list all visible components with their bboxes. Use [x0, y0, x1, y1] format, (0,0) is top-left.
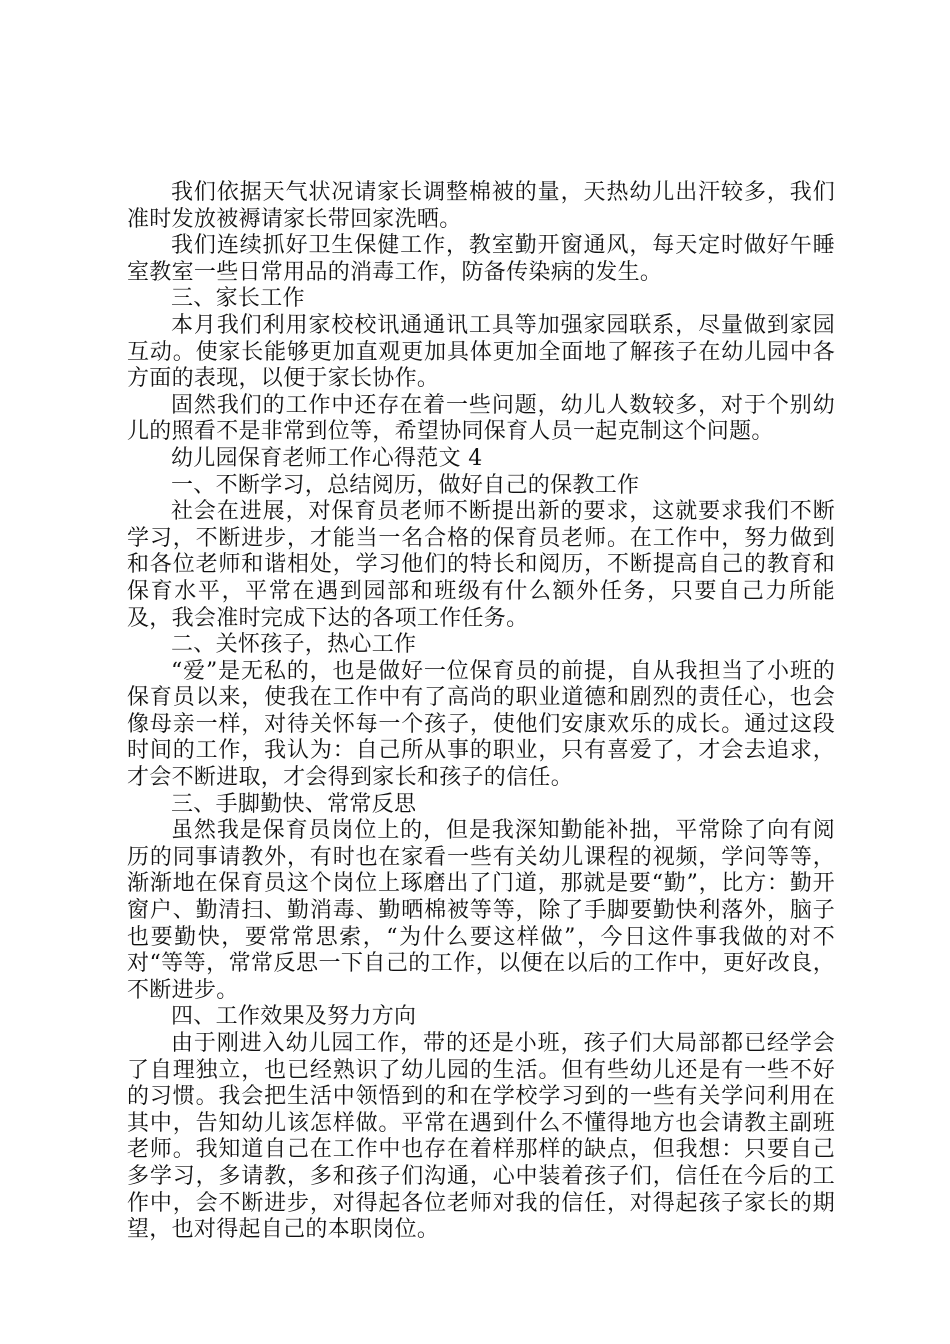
- paragraph: 我们依据天气状况请家长调整棉被的量，天热幼儿出汗较多，我们准时发放被褥请家长带回家洗晒。: [127, 180, 835, 232]
- document-body: [127, 180, 835, 1244]
- section-heading: 一、不断学习，总结阅历，做好自己的保教工作: [171, 472, 640, 498]
- paragraph: 由于刚进入幼儿园工作，带的还是小班，孩子们大局部都已经学会了自理独立，也已经熟识了幼儿园的生活。但有些幼儿还是有一些不好的习惯。我会把生活中领悟到的和在学校学习到的一些有关学问利用在其中，告知幼儿该怎样做。平常在遇到什么不懂得地方也会请教主副班老师。我知道自己在工作中也存在着样那样的缺点，但我想：只要自己多学习，多请教，多和孩子们沟通，心中装着孩子们，信任在今后的工作中，会不断进步，对得起各位老师对我的信任，对得起孩子家长的期望，也对得起自己的本职岗位。: [127, 1031, 835, 1243]
- paragraph: 虽然我是保育员岗位上的，但是我深知勤能补拙，平常除了向有阅历的同事请教外，有时也在家看一些有关幼儿课程的视频，学问等等，渐渐地在保育员这个岗位上琢磨出了门道，那就是要“勤”，比方：勤开窗户、勤清扫、勤消毒、勤晒棉被等等，除了手脚要勤快利落外，脑子也要勤快，要常常思索，“为什么要这样做”，今日这件事我做的对不对“等等，常常反思一下自己的工作，以便在以后的工作中，更好改良，不断进步。: [127, 818, 835, 1003]
- paragraph: 本月我们利用家校校讯通通讯工具等加强家园联系，尽量做到家园互动。使家长能够更加直观更加具体更加全面地了解孩子在幼儿园中各方面的表现，以便于家长协作。: [127, 312, 835, 392]
- paragraph: 固然我们的工作中还存在着一些问题，幼儿人数较多，对于个别幼儿的照看不是非常到位等，希望协同保育人员一起克制这个问题。: [127, 392, 835, 445]
- article-title: 幼儿园保育老师工作心得范文 4: [171, 445, 483, 471]
- section-heading: 三、家长工作: [171, 286, 305, 312]
- paragraph: 我们连续抓好卫生保健工作，教室勤开窗通风，每天定时做好午睡室教室一些日常用品的消毒工作，防备传染病的发生。: [127, 233, 835, 285]
- paragraph: “爱”是无私的，也是做好一位保育员的前提，自从我担当了小班的保育员以来，使我在工作中有了高尚的职业道德和剧烈的责任心，也会像母亲一样，对待关怀每一个孩子，使他们安康欢乐的成长。通过这段时间的工作，我认为：自己所从事的职业，只有喜爱了，才会去追求，才会不断进取，才会得到家长和孩子的信任。: [127, 658, 835, 791]
- section-heading: 三、手脚勤快、常常反思: [171, 791, 417, 817]
- paragraph: 社会在进展，对保育员老师不断提出新的要求，这就要求我们不断学习，不断进步，才能当一名合格的保育员老师。在工作中，努力做到和各位老师和谐相处，学习他们的特长和阅历，不断提高自己的教育和保育水平，平常在遇到园部和班级有什么额外任务，只要自己力所能及，我会准时完成下达的各项工作任务。: [127, 499, 835, 631]
- section-heading: 二、关怀孩子，热心工作: [171, 632, 417, 658]
- section-heading: 四、工作效果及努力方向: [171, 1004, 417, 1030]
